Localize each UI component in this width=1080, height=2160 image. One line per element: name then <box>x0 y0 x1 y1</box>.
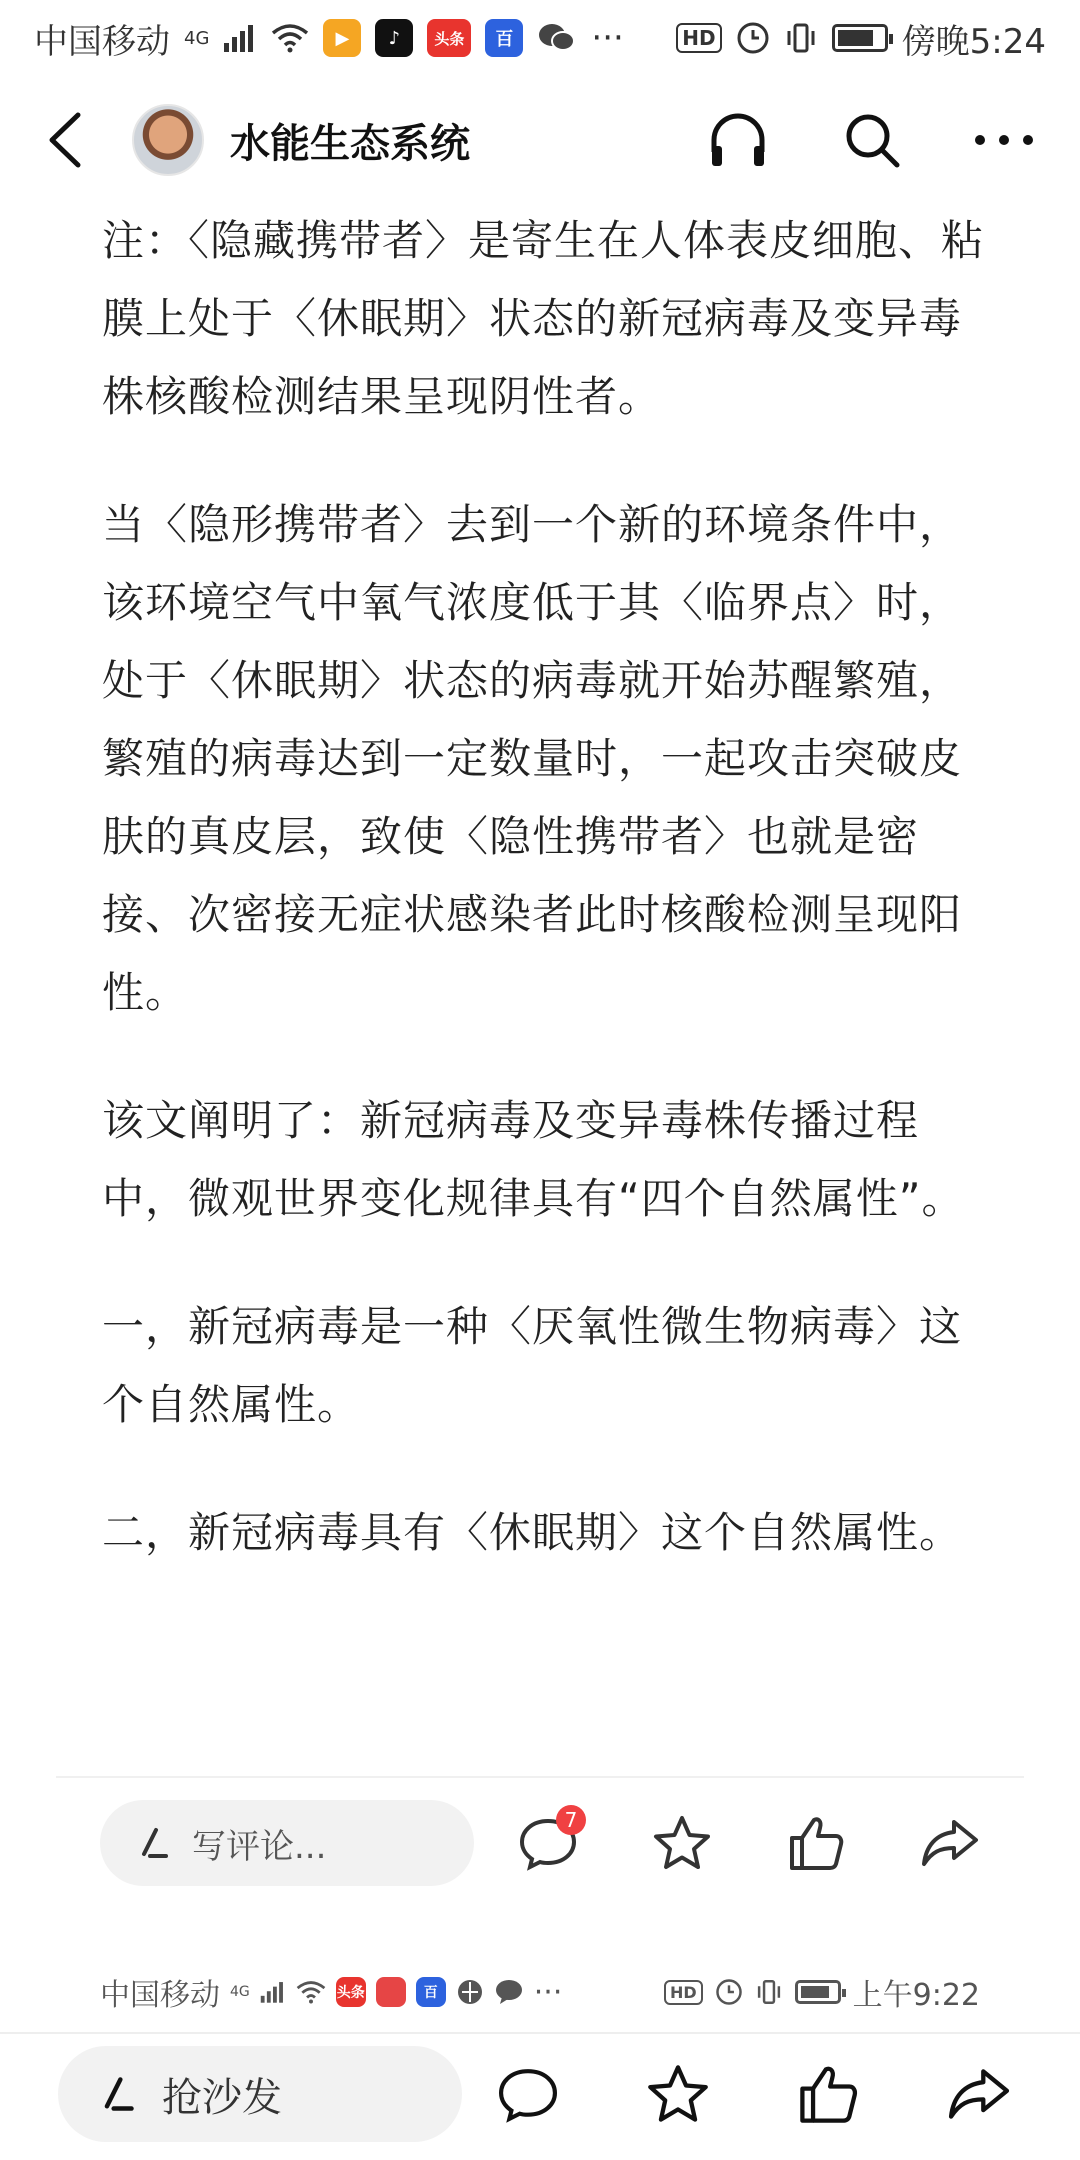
first-comment-input[interactable] <box>58 2046 462 2142</box>
vibrate-icon <box>755 1978 783 2006</box>
hd-indicator: HD <box>664 1980 703 2005</box>
article-paragraph: 注：〈隐藏携带者〉是寄生在人体表皮细胞、粘膜上处于〈休眠期〉状态的新冠病毒及变异毒株核酸检测结果呈现阴性者。 <box>102 216 985 421</box>
back-button[interactable] <box>36 105 92 175</box>
share-arrow-icon <box>920 1816 980 1870</box>
divider <box>0 2032 1080 2034</box>
comments-button[interactable] <box>496 2065 560 2123</box>
more-dots-icon <box>974 132 1034 148</box>
search-icon <box>842 110 902 170</box>
thumbs-up-icon <box>796 2063 860 2125</box>
author-avatar[interactable] <box>132 104 204 176</box>
article-paragraph: 一，新冠病毒是一种〈厌氧性微生物病毒〉这个自然属性。 <box>102 1302 963 1429</box>
battery-icon <box>795 1980 841 2004</box>
video-app-icon: ▶ <box>323 19 361 57</box>
favorite-button[interactable] <box>646 2063 710 2125</box>
status-bar <box>0 0 1080 76</box>
baidu-icon: 百 <box>485 19 523 57</box>
status-time: 上午9:22 <box>852 1978 980 2013</box>
divider <box>56 1776 1024 1778</box>
search-button[interactable] <box>842 110 902 170</box>
comment-input[interactable] <box>100 1800 474 1886</box>
signal-icon <box>223 23 257 53</box>
comments-button[interactable] <box>518 1808 578 1871</box>
toutiao-icon: 头条 <box>336 1977 366 2007</box>
like-button[interactable] <box>786 1814 846 1872</box>
favorite-button[interactable] <box>652 1814 712 1872</box>
tiktok-icon: ♪ <box>375 19 413 57</box>
star-icon <box>652 1814 712 1872</box>
star-icon <box>646 2063 710 2125</box>
chevron-left-icon <box>46 111 82 169</box>
comment-count-badge: 7 <box>556 1805 586 1835</box>
share-button[interactable] <box>946 2065 1012 2123</box>
toutiao-icon: 头条 <box>427 19 471 57</box>
message-icon <box>494 1979 524 2005</box>
headphones-button[interactable] <box>706 108 770 172</box>
carrier-label: 中国移动 <box>34 21 170 62</box>
first-comment-label: 抢沙发 <box>162 2074 282 2121</box>
thumbs-up-icon <box>786 1814 846 1872</box>
share-button[interactable] <box>920 1816 980 1870</box>
signal-icon <box>260 1980 286 2004</box>
share-arrow-icon <box>946 2065 1012 2123</box>
baidu-icon: 百 <box>416 1977 446 2007</box>
battery-icon <box>832 24 888 52</box>
like-button[interactable] <box>796 2063 860 2125</box>
browser-icon <box>456 1978 484 2006</box>
article-header <box>0 90 1080 190</box>
status-time: 傍晚5:24 <box>901 21 1046 62</box>
inner-comment-bar <box>0 1788 1080 1898</box>
comment-bubble-icon <box>496 2065 560 2123</box>
wifi-icon <box>296 1980 326 2004</box>
more-button[interactable] <box>974 132 1034 148</box>
comment-placeholder: 写评论... <box>192 1826 327 1867</box>
article-paragraph: 当〈隐形携带者〉去到一个新的环境条件中，该环境空气中氧气浓度低于其〈临界点〉时，处于〈休眠期〉状态的病毒就开始苏醒繁殖，繁殖的病毒达到一定数量时，一起攻击突破皮肤的真皮层，致使〈隐性携带者〉也就是密接、次密接无症状感染者此时核酸检测呈现阳性。 <box>102 500 963 1017</box>
network-type: 4G <box>184 27 210 49</box>
alarm-icon <box>715 1978 743 2006</box>
carrier-label: 中国移动 <box>100 1978 220 2013</box>
network-type: 4G <box>230 1984 250 2000</box>
pen-icon <box>98 2075 136 2113</box>
more-notifications-icon: ··· <box>533 1974 563 2010</box>
hd-indicator: HD <box>676 23 721 53</box>
pen-icon <box>136 1826 170 1860</box>
inner-status-bar <box>0 1962 1080 2022</box>
more-notifications-icon: ··· <box>591 18 624 58</box>
article-paragraph: 该文阐明了：新冠病毒及变异毒株传播过程中，微观世界变化规律具有“四个自然属性”。 <box>102 1096 965 1223</box>
wechat-icon <box>537 22 577 54</box>
news-app-icon <box>376 1977 406 2007</box>
bottom-action-bar <box>0 2044 1080 2144</box>
article-body <box>102 202 992 1622</box>
article-paragraph: 二，新冠病毒具有〈休眠期〉这个自然属性。 <box>102 1508 963 1557</box>
author-name[interactable]: 水能生态系统 <box>230 120 470 167</box>
vibrate-icon <box>784 21 818 55</box>
headphones-icon <box>706 108 770 172</box>
alarm-icon <box>736 21 770 55</box>
wifi-icon <box>271 23 309 53</box>
